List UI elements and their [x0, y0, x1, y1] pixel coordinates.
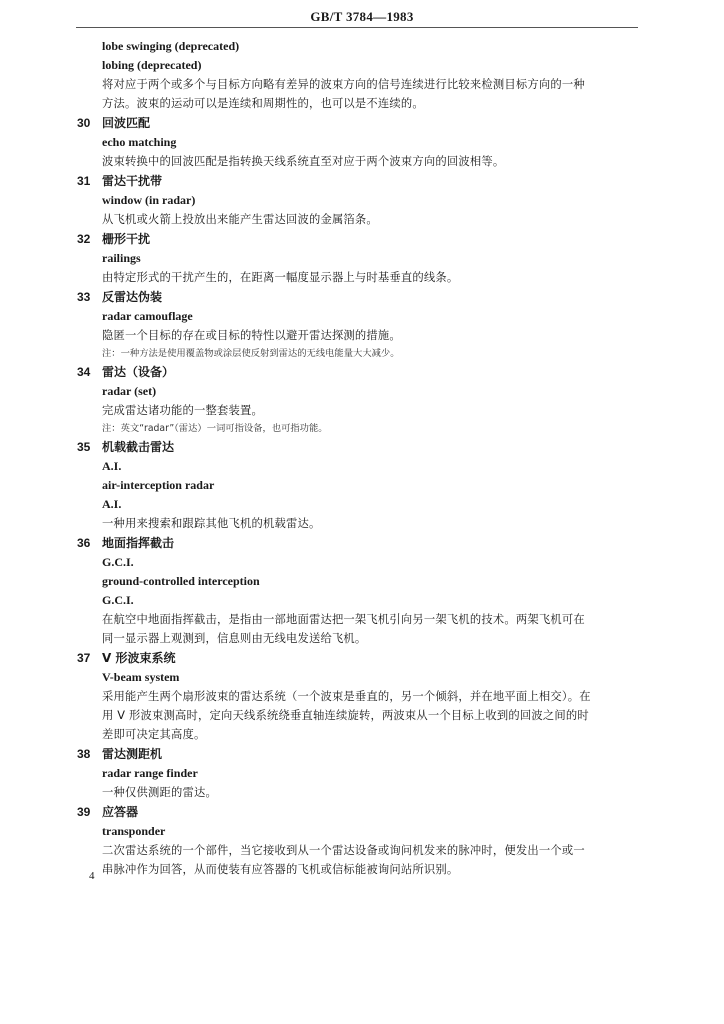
terms-list [0, 37, 724, 879]
term-definition: 在航空中地面指挥截击，是指由一部地面雷达把一架飞机引向另一架飞机的技术。两架飞机可在 [102, 613, 585, 626]
term-english: window (in radar) [102, 193, 196, 207]
term-chinese: 应答器 [102, 805, 139, 819]
term-entry [0, 648, 724, 744]
term-english: radar range finder [102, 766, 198, 780]
header-rule [76, 27, 638, 28]
term-definition: 从飞机或火箭上投放出来能产生雷达回波的金属箔条。 [102, 213, 378, 226]
term-definition: 将对应于两个或多个与目标方向略有差异的波束方向的信号连续进行比较来检测目标方向的一种 [102, 78, 585, 91]
continued-entry [0, 37, 724, 113]
term-english: lobe swinging (deprecated) [102, 39, 240, 53]
term-entry [0, 171, 724, 229]
term-entry [0, 533, 724, 648]
term-definition: 波束转换中的回波匹配是指转换天线系统直至对应于两个波束方向的回波相等。 [102, 155, 505, 168]
term-note: 注：一种方法是使用覆盖物或涂层使反射到雷达的无线电能量大大减少。 [102, 348, 400, 359]
term-entry [0, 287, 724, 362]
term-number: 34 [77, 365, 91, 379]
term-definition: 方法。波束的运动可以是连续和周期性的，也可以是不连续的。 [102, 97, 424, 110]
term-english: railings [102, 251, 141, 265]
term-chinese: V 形波束系统 [102, 651, 176, 665]
term-english: echo matching [102, 135, 177, 149]
term-entry [0, 113, 724, 171]
term-number: 32 [77, 232, 91, 246]
term-number: 39 [77, 805, 91, 819]
term-number: 36 [77, 536, 91, 550]
term-english: A.I. [102, 459, 122, 473]
term-english: A.I. [102, 497, 122, 511]
term-entry [0, 362, 724, 437]
term-chinese: 回波匹配 [102, 116, 151, 130]
term-entry [0, 437, 724, 533]
term-english: transponder [102, 824, 166, 838]
page-number: 4 [89, 870, 95, 882]
term-chinese: 反雷达伪装 [102, 290, 163, 304]
term-number: 31 [77, 174, 91, 188]
term-number: 37 [77, 651, 91, 665]
term-chinese: 雷达干扰带 [102, 174, 163, 188]
term-chinese: 栅形干扰 [102, 232, 151, 246]
term-english: radar camouflage [102, 309, 193, 323]
term-definition: 完成雷达诸功能的一整套装置。 [102, 404, 263, 417]
term-chinese: 地面指挥截击 [102, 536, 175, 550]
term-definition: 用 V 形波束测高时，定向天线系统绕垂直轴连续旋转，两波束从一个目标上收到的回波之间的时 [102, 709, 589, 722]
term-definition: 一种用来搜索和跟踪其他飞机的机载雷达。 [102, 517, 321, 530]
term-definition: 一种仅供测距的雷达。 [102, 786, 217, 799]
term-definition: 二次雷达系统的一个部件，当它接收到从一个雷达设备或询问机发来的脉冲时，便发出一个或一 [102, 844, 585, 857]
term-english: G.C.I. [102, 555, 134, 569]
term-definition: 隐匿一个目标的存在或目标的特性以避开雷达探测的措施。 [102, 329, 401, 342]
term-english: ground-controlled interception [102, 574, 260, 588]
term-english: V-beam system [102, 670, 180, 684]
term-english: air-interception radar [102, 478, 215, 492]
term-definition: 采用能产生两个扇形波束的雷达系统（一个波束是垂直的，另一个倾斜，并在地平面上相交）。在 [102, 690, 591, 703]
entries-container [0, 113, 724, 879]
standard-header: GB/T 3784—1983 [310, 9, 414, 24]
term-number: 35 [77, 440, 91, 454]
term-definition: 由特定形式的干扰产生的，在距离一幅度显示器上与时基垂直的线条。 [102, 271, 459, 284]
term-definition: 差即可决定其高度。 [102, 728, 206, 741]
term-number: 38 [77, 747, 91, 761]
term-english: lobing (deprecated) [102, 58, 202, 72]
term-definition: 同一显示器上观测到，信息则由无线电发送给飞机。 [102, 632, 367, 645]
term-definition: 串脉冲作为回答，从而使装有应答器的飞机或信标能被询问站所识别。 [102, 863, 459, 876]
term-chinese: 雷达测距机 [102, 747, 163, 761]
term-entry [0, 802, 724, 879]
term-chinese: 雷达（设备） [102, 365, 175, 379]
term-english: radar (set) [102, 384, 157, 398]
term-note: 注：英文“radar”（雷达）一词可指设备，也可指功能。 [102, 423, 328, 434]
term-entry [0, 744, 724, 802]
term-chinese: 机载截击雷达 [102, 440, 175, 454]
term-english: G.C.I. [102, 593, 134, 607]
term-number: 33 [77, 290, 91, 304]
term-entry [0, 229, 724, 287]
term-number: 30 [77, 116, 91, 130]
